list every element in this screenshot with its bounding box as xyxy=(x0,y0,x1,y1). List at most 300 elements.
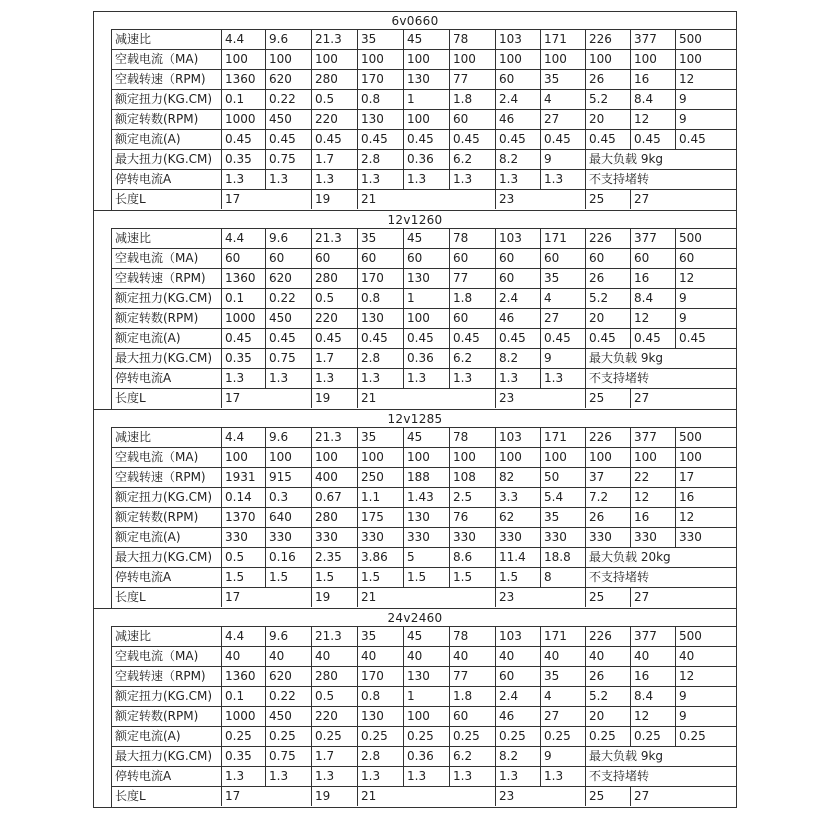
table-cell: 915 xyxy=(266,468,312,487)
table-row xyxy=(112,190,737,210)
table-cell: 0.25 xyxy=(450,727,496,746)
table-cell: 2.8 xyxy=(358,349,404,368)
table-cell: 1.3 xyxy=(450,369,496,388)
table-cell: 78 xyxy=(450,30,496,49)
table-cell: 4 xyxy=(541,90,586,109)
table-cell: 20 xyxy=(586,707,631,726)
row-label: 空载电流（MA) xyxy=(112,50,222,69)
table-cell: 16 xyxy=(679,490,695,504)
table-cell: 40 xyxy=(679,649,695,663)
row-label: 空载转速（RPM) xyxy=(112,468,222,487)
table-cell: 40 xyxy=(586,647,631,666)
table-cell: 0.45 xyxy=(679,331,706,345)
table-cell: 0.5 xyxy=(312,289,358,308)
section-title: 6v0660 xyxy=(94,11,736,29)
table-cell: 35 xyxy=(541,70,586,89)
table-cell: 9 xyxy=(679,311,687,325)
table-cell: 60 xyxy=(679,251,695,265)
table-cell: 1.3 xyxy=(358,170,404,189)
table-cell: 1.1 xyxy=(358,488,404,507)
table-cell: 9 xyxy=(679,112,687,126)
table-row xyxy=(112,110,737,130)
table-cell: 0.45 xyxy=(358,130,404,149)
table-cell: 100 xyxy=(586,448,631,467)
table-cell: 37 xyxy=(586,468,631,487)
table-cell: 377 xyxy=(631,229,676,248)
table-cell: 280 xyxy=(312,508,358,527)
table-cell: 0.25 xyxy=(541,727,586,746)
row-label: 空载转速（RPM) xyxy=(112,667,222,686)
table-row xyxy=(112,508,737,528)
table-cell: 0.36 xyxy=(404,747,450,766)
row-label: 长度L xyxy=(112,389,222,408)
table-cell: 1.3 xyxy=(496,369,541,388)
table-row xyxy=(112,568,737,588)
length-cell: 17 xyxy=(222,389,312,408)
length-cell: 21 xyxy=(358,588,496,607)
row-label: 最大扭力(KG.CM) xyxy=(112,349,222,368)
table-cell: 103 xyxy=(496,229,541,248)
table-cell: 82 xyxy=(496,468,541,487)
table-cell: 78 xyxy=(450,229,496,248)
table-cell: 1370 xyxy=(222,508,266,527)
table-cell: 0.35 xyxy=(222,150,266,169)
table-cell: 220 xyxy=(312,309,358,328)
table-cell: 330 xyxy=(222,528,266,547)
table-cell: 100 xyxy=(586,50,631,69)
table-row xyxy=(112,687,737,707)
length-cell: 19 xyxy=(312,787,358,806)
table-cell: 100 xyxy=(631,448,676,467)
length-cell: 25 xyxy=(586,190,631,209)
table-cell: 0.8 xyxy=(358,289,404,308)
table-cell: 0.45 xyxy=(266,130,312,149)
row-label: 空载转速（RPM) xyxy=(112,269,222,288)
table-cell: 1.3 xyxy=(541,170,586,189)
table-cell: 100 xyxy=(679,52,702,66)
table-cell: 1 xyxy=(404,289,450,308)
table-cell: 100 xyxy=(450,50,496,69)
table-cell: 1.5 xyxy=(404,568,450,587)
table-cell: 0.1 xyxy=(222,687,266,706)
table-cell: 640 xyxy=(266,508,312,527)
table-cell: 12 xyxy=(631,707,676,726)
table-cell: 1.3 xyxy=(312,767,358,786)
table-cell: 1.3 xyxy=(496,767,541,786)
table-cell: 500 xyxy=(679,629,702,643)
table-cell: 2.4 xyxy=(496,289,541,308)
row-label: 长度L xyxy=(112,588,222,607)
table-cell: 60 xyxy=(404,249,450,268)
table-cell: 226 xyxy=(586,30,631,49)
table-cell: 4 xyxy=(541,687,586,706)
table-cell: 21.3 xyxy=(312,30,358,49)
table-cell: 330 xyxy=(358,528,404,547)
row-label: 空载转速（RPM) xyxy=(112,70,222,89)
table-row xyxy=(112,349,737,369)
table-cell: 1360 xyxy=(222,70,266,89)
table-cell: 21.3 xyxy=(312,229,358,248)
table-cell: 0.8 xyxy=(358,90,404,109)
table-cell: 35 xyxy=(358,229,404,248)
table-row xyxy=(112,289,737,309)
table-cell: 0.25 xyxy=(679,729,706,743)
table-row xyxy=(112,588,737,608)
table-cell: 100 xyxy=(541,50,586,69)
table-cell: 12 xyxy=(679,271,695,285)
table-cell: 330 xyxy=(450,528,496,547)
table-cell: 0.8 xyxy=(358,687,404,706)
table-cell: 1.3 xyxy=(358,767,404,786)
table-row xyxy=(112,627,737,647)
table-cell: 60 xyxy=(541,249,586,268)
table-cell: 1.5 xyxy=(312,568,358,587)
table-cell: 0.25 xyxy=(496,727,541,746)
table-cell: 0.45 xyxy=(631,130,676,149)
table-cell: 40 xyxy=(404,647,450,666)
row-label: 减速比 xyxy=(112,428,222,447)
spec-table xyxy=(111,29,737,210)
table-cell: 12 xyxy=(679,72,695,86)
table-cell: 100 xyxy=(679,450,702,464)
table-cell: 330 xyxy=(679,530,702,544)
table-cell: 0.35 xyxy=(222,349,266,368)
table-cell: 11.4 xyxy=(496,548,541,567)
table-cell: 1.43 xyxy=(404,488,450,507)
table-cell: 0.45 xyxy=(358,329,404,348)
table-cell: 100 xyxy=(496,50,541,69)
table-cell: 100 xyxy=(222,448,266,467)
table-cell: 8.2 xyxy=(496,349,541,368)
table-cell: 4.4 xyxy=(222,30,266,49)
table-cell: 0.5 xyxy=(312,90,358,109)
table-row xyxy=(112,30,737,50)
table-cell: 170 xyxy=(358,70,404,89)
table-cell: 0.45 xyxy=(312,329,358,348)
table-cell: 35 xyxy=(541,508,586,527)
length-cell: 19 xyxy=(312,190,358,209)
table-cell: 8.4 xyxy=(631,289,676,308)
table-cell: 377 xyxy=(631,30,676,49)
length-cell: 27 xyxy=(634,192,650,206)
table-cell: 1.8 xyxy=(450,289,496,308)
length-cell: 21 xyxy=(358,787,496,806)
table-cell: 0.25 xyxy=(222,727,266,746)
table-cell: 46 xyxy=(496,707,541,726)
table-cell: 1.3 xyxy=(450,767,496,786)
row-label: 额定电流(A) xyxy=(112,130,222,149)
table-cell: 26 xyxy=(586,667,631,686)
table-cell: 330 xyxy=(541,528,586,547)
table-row xyxy=(112,329,737,349)
table-cell: 21.3 xyxy=(312,627,358,646)
table-cell: 226 xyxy=(586,627,631,646)
table-cell: 9 xyxy=(541,747,586,766)
table-cell: 1.3 xyxy=(222,170,266,189)
table-cell: 8 xyxy=(541,568,586,587)
table-row xyxy=(112,130,737,150)
table-cell: 4.4 xyxy=(222,428,266,447)
table-cell: 103 xyxy=(496,428,541,447)
table-cell: 1.5 xyxy=(450,568,496,587)
row-label: 额定转数(RPM) xyxy=(112,309,222,328)
length-cell: 21 xyxy=(358,190,496,209)
table-cell: 0.45 xyxy=(541,329,586,348)
table-cell: 27 xyxy=(541,707,586,726)
table-row xyxy=(112,787,737,807)
table-cell: 0.5 xyxy=(312,687,358,706)
table-cell: 170 xyxy=(358,667,404,686)
section-title: 24v2460 xyxy=(94,608,736,626)
table-cell: 330 xyxy=(631,528,676,547)
table-cell: 0.45 xyxy=(679,132,706,146)
table-row xyxy=(112,528,737,548)
table-cell: 16 xyxy=(631,667,676,686)
table-cell: 330 xyxy=(496,528,541,547)
table-cell: 100 xyxy=(358,448,404,467)
table-cell: 35 xyxy=(358,428,404,447)
table-cell: 12 xyxy=(631,309,676,328)
row-label: 额定转数(RPM) xyxy=(112,110,222,129)
table-cell: 9 xyxy=(679,689,687,703)
table-cell: 9.6 xyxy=(266,30,312,49)
length-cell: 27 xyxy=(634,789,650,803)
table-cell: 1.3 xyxy=(541,369,586,388)
table-cell: 0.14 xyxy=(222,488,266,507)
table-cell: 250 xyxy=(358,468,404,487)
table-cell: 0.22 xyxy=(266,289,312,308)
row-label: 额定扭力(KG.CM) xyxy=(112,90,222,109)
table-cell: 60 xyxy=(450,707,496,726)
table-cell: 130 xyxy=(358,110,404,129)
table-cell: 40 xyxy=(266,647,312,666)
table-cell: 100 xyxy=(631,50,676,69)
table-row xyxy=(112,468,737,488)
table-cell: 50 xyxy=(541,468,586,487)
table-cell: 4 xyxy=(541,289,586,308)
table-cell: 12 xyxy=(679,669,695,683)
table-row xyxy=(112,150,737,170)
table-cell: 0.25 xyxy=(358,727,404,746)
table-cell: 26 xyxy=(586,269,631,288)
table-cell: 5.2 xyxy=(586,90,631,109)
table-cell: 450 xyxy=(266,110,312,129)
row-label: 最大扭力(KG.CM) xyxy=(112,747,222,766)
table-cell: 9.6 xyxy=(266,627,312,646)
table-cell: 0.45 xyxy=(404,130,450,149)
table-cell: 220 xyxy=(312,110,358,129)
table-cell: 45 xyxy=(404,229,450,248)
table-cell: 100 xyxy=(404,309,450,328)
table-cell: 6.2 xyxy=(450,150,496,169)
table-cell: 76 xyxy=(450,508,496,527)
length-cell: 25 xyxy=(586,588,631,607)
table-cell: 0.75 xyxy=(266,150,312,169)
table-cell: 188 xyxy=(404,468,450,487)
table-cell: 620 xyxy=(266,269,312,288)
row-label: 最大扭力(KG.CM) xyxy=(112,548,222,567)
table-cell: 1.8 xyxy=(450,687,496,706)
table-cell: 620 xyxy=(266,70,312,89)
table-row xyxy=(112,448,737,468)
table-cell: 77 xyxy=(450,667,496,686)
table-cell: 108 xyxy=(450,468,496,487)
length-cell: 23 xyxy=(496,190,586,209)
note-cell: 不支持堵转 xyxy=(589,570,650,584)
section-title: 12v1285 xyxy=(94,409,736,427)
table-cell: 100 xyxy=(266,448,312,467)
row-label: 空载电流（MA) xyxy=(112,647,222,666)
table-cell: 100 xyxy=(404,50,450,69)
table-cell: 12 xyxy=(631,110,676,129)
table-cell: 0.75 xyxy=(266,349,312,368)
table-cell: 0.45 xyxy=(450,329,496,348)
table-cell: 0.75 xyxy=(266,747,312,766)
table-row xyxy=(112,747,737,767)
table-cell: 130 xyxy=(404,667,450,686)
table-cell: 27 xyxy=(541,110,586,129)
row-label: 停转电流A xyxy=(112,568,222,587)
table-cell: 130 xyxy=(404,70,450,89)
table-cell: 60 xyxy=(312,249,358,268)
table-cell: 40 xyxy=(631,647,676,666)
table-cell: 40 xyxy=(496,647,541,666)
row-label: 额定扭力(KG.CM) xyxy=(112,488,222,507)
table-cell: 40 xyxy=(450,647,496,666)
table-cell: 4.4 xyxy=(222,627,266,646)
table-cell: 0.25 xyxy=(312,727,358,746)
table-cell: 100 xyxy=(358,50,404,69)
table-cell: 0.45 xyxy=(450,130,496,149)
row-label: 额定电流(A) xyxy=(112,329,222,348)
row-label: 减速比 xyxy=(112,229,222,248)
table-cell: 40 xyxy=(541,647,586,666)
table-cell: 0.22 xyxy=(266,687,312,706)
table-cell: 78 xyxy=(450,428,496,447)
table-cell: 35 xyxy=(541,667,586,686)
table-cell: 6.2 xyxy=(450,747,496,766)
table-cell: 1.3 xyxy=(496,170,541,189)
table-cell: 8.2 xyxy=(496,747,541,766)
table-cell: 0.36 xyxy=(404,349,450,368)
length-cell: 25 xyxy=(586,787,631,806)
table-cell: 2.5 xyxy=(450,488,496,507)
table-cell: 175 xyxy=(358,508,404,527)
table-cell: 1.3 xyxy=(404,369,450,388)
table-cell: 12 xyxy=(631,488,676,507)
table-row xyxy=(112,90,737,110)
table-cell: 130 xyxy=(358,309,404,328)
table-cell: 1.7 xyxy=(312,747,358,766)
table-row xyxy=(112,727,737,747)
table-cell: 1.7 xyxy=(312,150,358,169)
table-cell: 12 xyxy=(679,510,695,524)
note-cell: 最大负载 9kg xyxy=(589,749,664,763)
table-cell: 2.8 xyxy=(358,747,404,766)
note-cell: 最大负载 20kg xyxy=(589,550,671,564)
row-label: 最大扭力(KG.CM) xyxy=(112,150,222,169)
table-cell: 46 xyxy=(496,309,541,328)
table-cell: 0.36 xyxy=(404,150,450,169)
table-cell: 0.5 xyxy=(222,548,266,567)
table-cell: 100 xyxy=(404,707,450,726)
table-cell: 77 xyxy=(450,70,496,89)
length-cell: 25 xyxy=(586,389,631,408)
table-cell: 1.3 xyxy=(266,369,312,388)
table-cell: 1.3 xyxy=(541,767,586,786)
table-cell: 103 xyxy=(496,627,541,646)
length-cell: 27 xyxy=(634,590,650,604)
table-cell: 1000 xyxy=(222,110,266,129)
table-row xyxy=(112,50,737,70)
table-cell: 1.3 xyxy=(404,767,450,786)
table-cell: 60 xyxy=(496,70,541,89)
note-cell: 最大负载 9kg xyxy=(589,351,664,365)
length-cell: 23 xyxy=(496,787,586,806)
table-cell: 500 xyxy=(679,430,702,444)
table-cell: 0.1 xyxy=(222,289,266,308)
table-cell: 3.86 xyxy=(358,548,404,567)
table-cell: 60 xyxy=(496,667,541,686)
table-row xyxy=(112,488,737,508)
table-cell: 130 xyxy=(404,508,450,527)
row-label: 额定扭力(KG.CM) xyxy=(112,289,222,308)
table-cell: 280 xyxy=(312,70,358,89)
row-label: 额定转数(RPM) xyxy=(112,508,222,527)
table-cell: 8.6 xyxy=(450,548,496,567)
table-row xyxy=(112,389,737,409)
table-cell: 5.4 xyxy=(541,488,586,507)
table-cell: 103 xyxy=(496,30,541,49)
table-cell: 45 xyxy=(404,428,450,447)
table-cell: 0.45 xyxy=(222,130,266,149)
table-cell: 0.45 xyxy=(631,329,676,348)
row-label: 额定电流(A) xyxy=(112,727,222,746)
row-label: 减速比 xyxy=(112,627,222,646)
table-cell: 7.2 xyxy=(586,488,631,507)
length-cell: 19 xyxy=(312,588,358,607)
table-cell: 40 xyxy=(312,647,358,666)
table-cell: 0.67 xyxy=(312,488,358,507)
length-cell: 17 xyxy=(222,190,312,209)
table-cell: 1 xyxy=(404,687,450,706)
table-cell: 2.4 xyxy=(496,90,541,109)
table-cell: 22 xyxy=(631,468,676,487)
table-cell: 27 xyxy=(541,309,586,328)
table-row xyxy=(112,269,737,289)
table-cell: 220 xyxy=(312,707,358,726)
table-row xyxy=(112,428,737,448)
table-cell: 280 xyxy=(312,269,358,288)
table-cell: 1 xyxy=(404,90,450,109)
table-cell: 0.35 xyxy=(222,747,266,766)
table-cell: 46 xyxy=(496,110,541,129)
row-label: 额定电流(A) xyxy=(112,528,222,547)
row-label: 额定转数(RPM) xyxy=(112,707,222,726)
table-cell: 8.4 xyxy=(631,687,676,706)
table-cell: 100 xyxy=(312,50,358,69)
section-title: 12v1260 xyxy=(94,210,736,228)
note-cell: 不支持堵转 xyxy=(589,172,650,186)
table-cell: 60 xyxy=(631,249,676,268)
table-cell: 171 xyxy=(541,627,586,646)
spec-table xyxy=(111,626,737,807)
table-cell: 26 xyxy=(586,508,631,527)
table-cell: 60 xyxy=(266,249,312,268)
table-cell: 500 xyxy=(679,231,702,245)
table-cell: 0.3 xyxy=(266,488,312,507)
spec-table xyxy=(111,427,737,608)
